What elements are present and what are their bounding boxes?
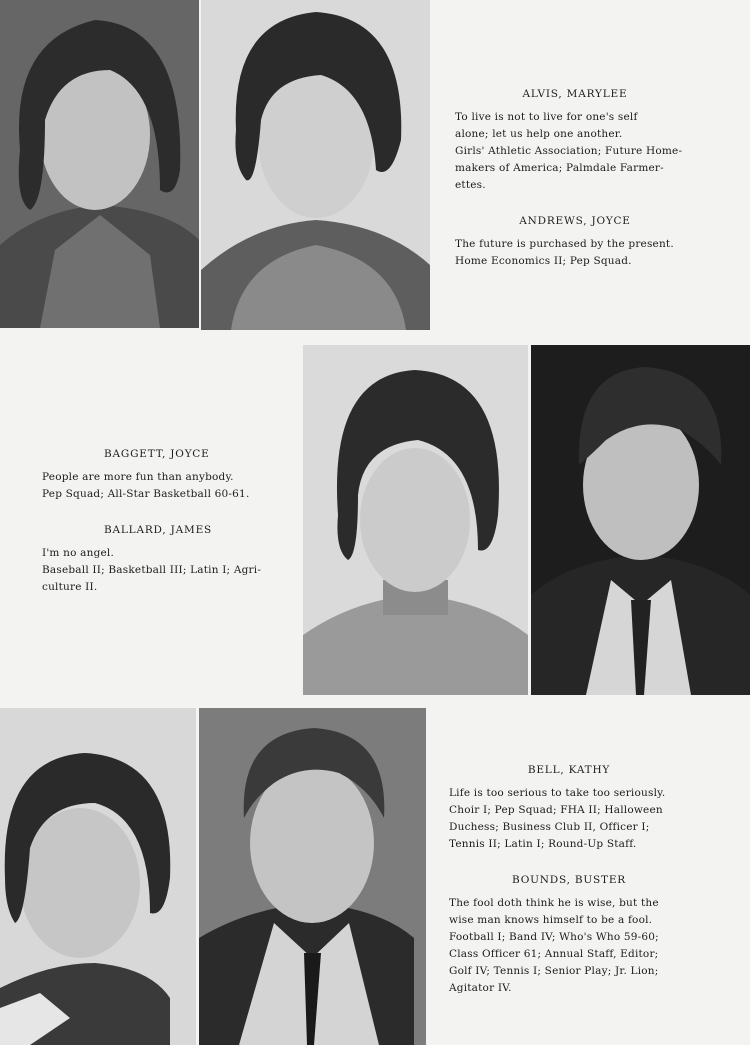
bio-line: Tennis II; Latin I; Round-Up Staff.: [449, 838, 637, 850]
bio-line: Pep Squad; All-Star Basketball 60-61.: [42, 488, 250, 500]
bio-line: ettes.: [455, 179, 486, 191]
student-name: BOUNDS, BUSTER: [511, 874, 626, 886]
portrait-alvis-marylee: [0, 0, 199, 328]
bio-line: makers of America; Palmdale Farmer-: [455, 162, 664, 174]
bio-line: Baseball II; Basketball III; Latin I; Agri-: [42, 564, 262, 576]
bio-line: Girls' Athletic Association; Future Home-: [455, 145, 683, 157]
bio-line: The future is purchased by the present.: [455, 238, 674, 250]
bio-line: Golf IV; Tennis I; Senior Play; Jr. Lion;: [449, 965, 659, 977]
student-name: ANDREWS, JOYCE: [519, 215, 631, 227]
bio-line: Agitator IV.: [449, 982, 512, 994]
student-name: BELL, KATHY: [527, 764, 611, 776]
bio-line: alone; let us help one another.: [455, 128, 623, 140]
bio-line: Football I; Band IV; Who's Who 59-60;: [449, 931, 659, 943]
bio-line: Home Economics II; Pep Squad.: [455, 255, 632, 267]
portrait-andrews-joyce: [201, 0, 430, 330]
bio-line: People are more fun than anybody.: [42, 471, 234, 483]
student-name: ALVIS, MARYLEE: [522, 88, 628, 100]
bio-line: I'm no angel.: [42, 547, 115, 559]
bio-line: Life is too serious to take too seriously.: [449, 787, 666, 799]
bio-alvis-marylee: [455, 86, 695, 194]
bio-line: culture II.: [42, 581, 98, 593]
portrait-baggett-joyce: [303, 345, 528, 695]
bio-baggett-joyce: [42, 446, 282, 503]
student-name: BAGGETT, JOYCE: [104, 448, 210, 460]
bio-line: Class Officer 61; Annual Staff, Editor;: [449, 948, 659, 960]
bio-bounds-buster: [449, 872, 689, 997]
bio-line: Duchess; Business Club II, Officer I;: [449, 821, 650, 833]
bio-bell-kathy: [449, 762, 689, 853]
bio-andrews-joyce: [455, 213, 695, 270]
portrait-bounds-buster: [199, 708, 426, 1045]
bio-line: wise man knows himself to be a fool.: [449, 914, 653, 926]
bio-line: To live is not to live for one's self: [455, 111, 638, 123]
portrait-bell-kathy: [0, 708, 196, 1045]
portrait-ballard-james: [531, 345, 750, 695]
bio-line: The fool doth think he is wise, but the: [449, 897, 659, 909]
student-name: BALLARD, JAMES: [104, 524, 213, 536]
bio-ballard-james: [42, 522, 282, 596]
bio-line: Choir I; Pep Squad; FHA II; Halloween: [449, 804, 663, 816]
